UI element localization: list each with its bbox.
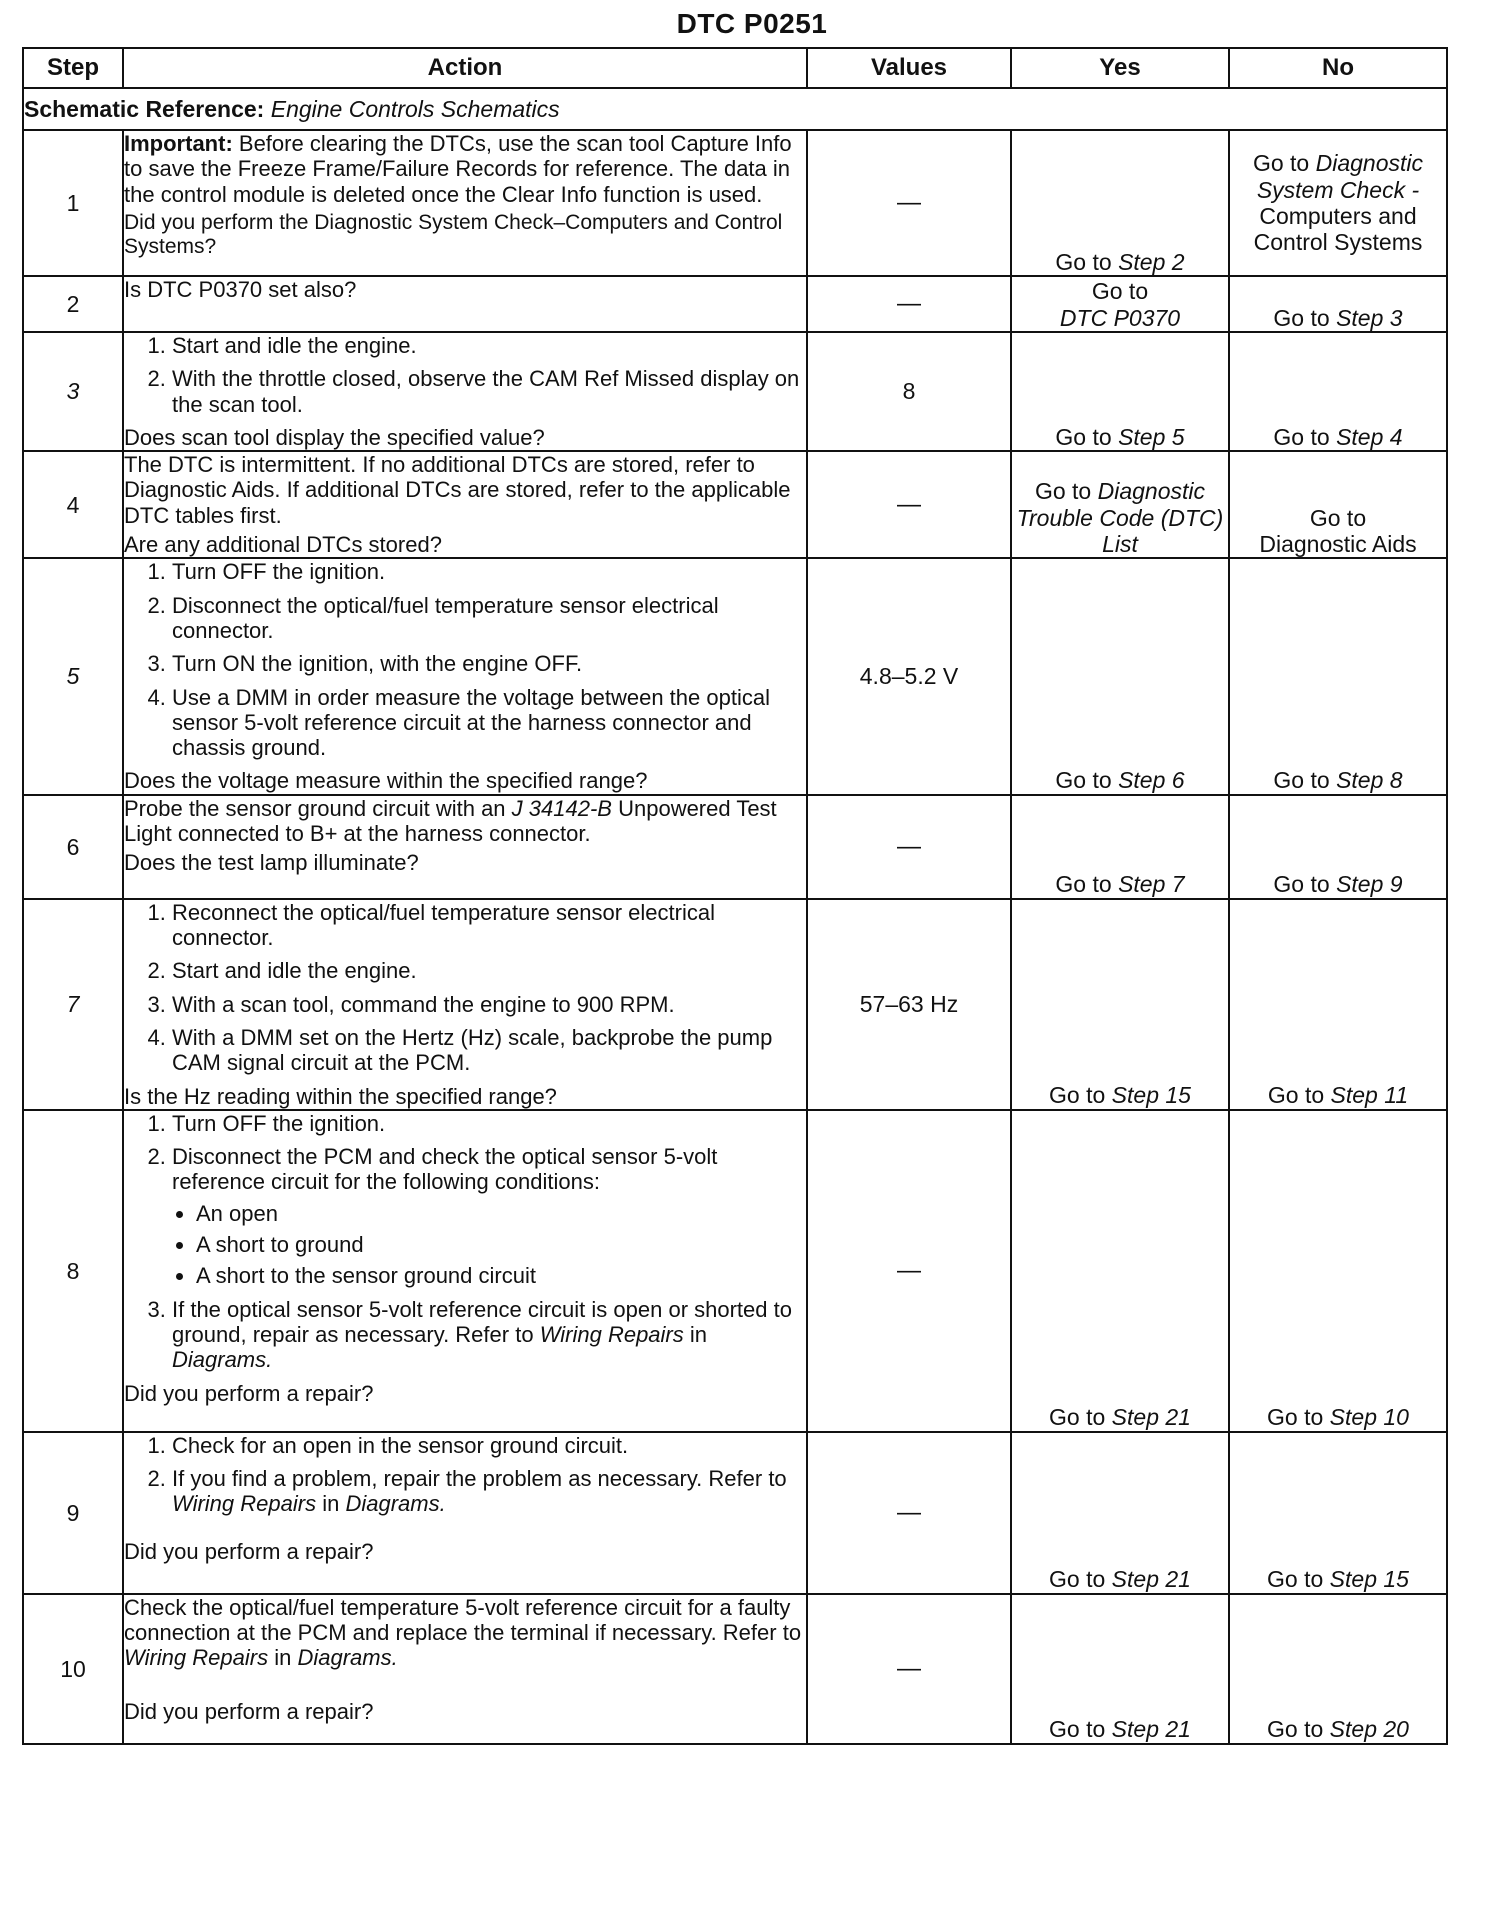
table-header-row — [23, 48, 1447, 88]
instruction-item: 3. If the optical sensor 5-volt reference circuit is open or shorted to ground, repair as necessary. Refer to Wiring Repairs in Diagrams. — [172, 1297, 806, 1373]
instruction-item: 1. Turn OFF the ignition. — [172, 1111, 806, 1136]
step-number: 8 — [23, 1110, 123, 1432]
action-cell — [123, 1432, 807, 1594]
yes-cell: Go to Step 21 — [1011, 1110, 1229, 1432]
no-cell: Go to Step 10 — [1229, 1110, 1447, 1432]
schematic-reference-row — [23, 88, 1447, 130]
action-cell — [123, 899, 807, 1110]
step-number: 6 — [23, 795, 123, 899]
instruction-item: 2. Start and idle the engine. — [172, 958, 806, 983]
yes-cell: Go to Step 5 — [1011, 332, 1229, 451]
schematic-reference — [23, 88, 1447, 130]
value-cell: — — [807, 1432, 1011, 1594]
action-cell — [123, 795, 807, 899]
table-row — [23, 1110, 1447, 1432]
instruction-item: 4. Use a DMM in order measure the voltage between the optical sensor 5-volt reference circuit at the harness connector and chassis ground. — [172, 685, 806, 761]
value-cell: — — [807, 795, 1011, 899]
header-no: No — [1229, 48, 1447, 88]
step-number: 2 — [23, 276, 123, 332]
yes-cell: Go to Step 21 — [1011, 1432, 1229, 1594]
table-row — [23, 276, 1447, 332]
instruction-list — [124, 1111, 806, 1373]
condition-item: • A short to the sensor ground circuit — [196, 1263, 806, 1288]
instruction-item: 3. Turn ON the ignition, with the engine OFF. — [172, 651, 806, 676]
instruction-list — [124, 559, 806, 760]
action-cell — [123, 558, 807, 794]
step-number: 4 — [23, 451, 123, 558]
action-cell — [123, 1110, 807, 1432]
action-cell — [123, 130, 807, 276]
yes-cell: Go to Step 2 — [1011, 130, 1229, 276]
instruction-item: 2. Disconnect the optical/fuel temperature sensor electrical connector. — [172, 593, 806, 644]
instruction-item: 1. Reconnect the optical/fuel temperature sensor electrical connector. — [172, 900, 806, 951]
value-cell: — — [807, 276, 1011, 332]
schematic-value: Engine Controls Schematics — [270, 95, 560, 122]
yes-cell: Go to Step 7 — [1011, 795, 1229, 899]
instruction-list — [124, 900, 806, 1076]
instruction-item: 1. Check for an open in the sensor ground circuit. — [172, 1433, 806, 1458]
value-cell: — — [807, 130, 1011, 276]
table-row — [23, 332, 1447, 451]
value-cell: 4.8–5.2 V — [807, 558, 1011, 794]
condition-list — [172, 1201, 806, 1289]
instruction-item: 2. If you find a problem, repair the problem as necessary. Refer to Wiring Repairs in Diagrams. — [172, 1466, 806, 1517]
action-cell — [123, 332, 807, 451]
question: Are any additional DTCs stored? — [124, 532, 442, 558]
action-cell — [123, 451, 807, 558]
no-cell: Go to Step 3 — [1229, 276, 1447, 332]
step-number: 1 — [23, 130, 123, 276]
yes-cell: Go to DTC P0370 — [1011, 276, 1229, 332]
yes-cell: Go to Step 6 — [1011, 558, 1229, 794]
no-cell: Go to Diagnostic System Check - Computers and Control Systems — [1229, 130, 1447, 276]
instruction-item: 2. With the throttle closed, observe the CAM Ref Missed display on the scan tool. — [172, 366, 806, 417]
no-cell: Go to Diagnostic Aids — [1229, 451, 1447, 558]
instruction-item: 4. With a DMM set on the Hertz (Hz) scale, backprobe the pump CAM signal circuit at the PCM. — [172, 1025, 806, 1076]
table-row — [23, 451, 1447, 558]
no-cell: Go to Step 11 — [1229, 899, 1447, 1110]
question: Is the Hz reading within the specified range? — [124, 1083, 557, 1109]
instruction-item: 3. With a scan tool, command the engine to 900 RPM. — [172, 992, 806, 1017]
question: Does the test lamp illuminate? — [124, 850, 419, 876]
question: Did you perform a repair? — [124, 1698, 374, 1724]
step-number: 10 — [23, 1594, 123, 1744]
header-values: Values — [807, 48, 1011, 88]
table-row — [23, 795, 1447, 899]
question: Is DTC P0370 set also? — [124, 277, 357, 302]
step-number: 9 — [23, 1432, 123, 1594]
important-label: Important: — [124, 131, 233, 156]
instruction-list — [124, 1433, 806, 1517]
table-row — [23, 1432, 1447, 1594]
condition-item: • An open — [196, 1201, 806, 1226]
yes-cell: Go to Step 21 — [1011, 1594, 1229, 1744]
header-step: Step — [23, 48, 123, 88]
yes-cell: Go to Diagnostic Trouble Code (DTC) List — [1011, 451, 1229, 558]
diagnostic-table — [22, 47, 1448, 1745]
step-number: 7 — [23, 899, 123, 1110]
action-cell — [123, 276, 807, 332]
table-row — [23, 899, 1447, 1110]
question: Does scan tool display the specified value? — [124, 424, 545, 450]
value-cell: — — [807, 1594, 1011, 1744]
value-cell: — — [807, 1110, 1011, 1432]
no-cell: Go to Step 9 — [1229, 795, 1447, 899]
question: Did you perform a repair? — [124, 1380, 374, 1406]
table-row — [23, 130, 1447, 276]
question: Did you perform a repair? — [124, 1538, 374, 1564]
header-action: Action — [123, 48, 807, 88]
action-text: The DTC is intermittent. If no additional DTCs are stored, refer to Diagnostic Aids. If additional DTCs are stored, refer to the applicable DTC tables first. — [124, 452, 791, 528]
question: Did you perform the Diagnostic System Check–Computers and Control Systems? — [124, 210, 783, 259]
yes-cell: Go to Step 15 — [1011, 899, 1229, 1110]
value-cell: 57–63 Hz — [807, 899, 1011, 1110]
table-row — [23, 1594, 1447, 1744]
instruction-item: 1. Turn OFF the ignition. — [172, 559, 806, 584]
no-cell: Go to Step 15 — [1229, 1432, 1447, 1594]
schematic-label: Schematic Reference: — [24, 95, 265, 122]
table-row — [23, 558, 1447, 794]
step-number: 5 — [23, 558, 123, 794]
no-cell: Go to Step 8 — [1229, 558, 1447, 794]
important-note — [124, 131, 806, 207]
header-yes: Yes — [1011, 48, 1229, 88]
important-text: Before clearing the DTCs, use the scan tool Capture Info to save the Freeze Frame/Failure Records for reference. The data in the control module is deleted once the Clear Info function is used. — [124, 131, 792, 207]
value-cell: — — [807, 451, 1011, 558]
question: Does the voltage measure within the specified range? — [124, 768, 648, 794]
action-text: Check the optical/fuel temperature 5-volt reference circuit for a faulty connection at the PCM and replace the terminal if necessary. Refer to Wiring Repairs in Diagrams. — [124, 1594, 802, 1671]
step-number: 3 — [23, 332, 123, 451]
instruction-item: 2. Disconnect the PCM and check the optical sensor 5-volt reference circuit for the following conditions: • An open • A short to ground • A short to the sensor ground circuit — [172, 1144, 806, 1288]
no-cell: Go to Step 4 — [1229, 332, 1447, 451]
instruction-item: 1. Start and idle the engine. — [172, 333, 806, 358]
action-text: Probe the sensor ground circuit with an J 34142-B Unpowered Test Light connected to B+ at the harness connector. — [124, 795, 777, 847]
no-cell: Go to Step 20 — [1229, 1594, 1447, 1744]
condition-item: • A short to ground — [196, 1232, 806, 1257]
instruction-list — [124, 333, 806, 417]
action-cell — [123, 1594, 807, 1744]
value-cell: 8 — [807, 332, 1011, 451]
page-title: DTC P0251 — [676, 8, 828, 39]
